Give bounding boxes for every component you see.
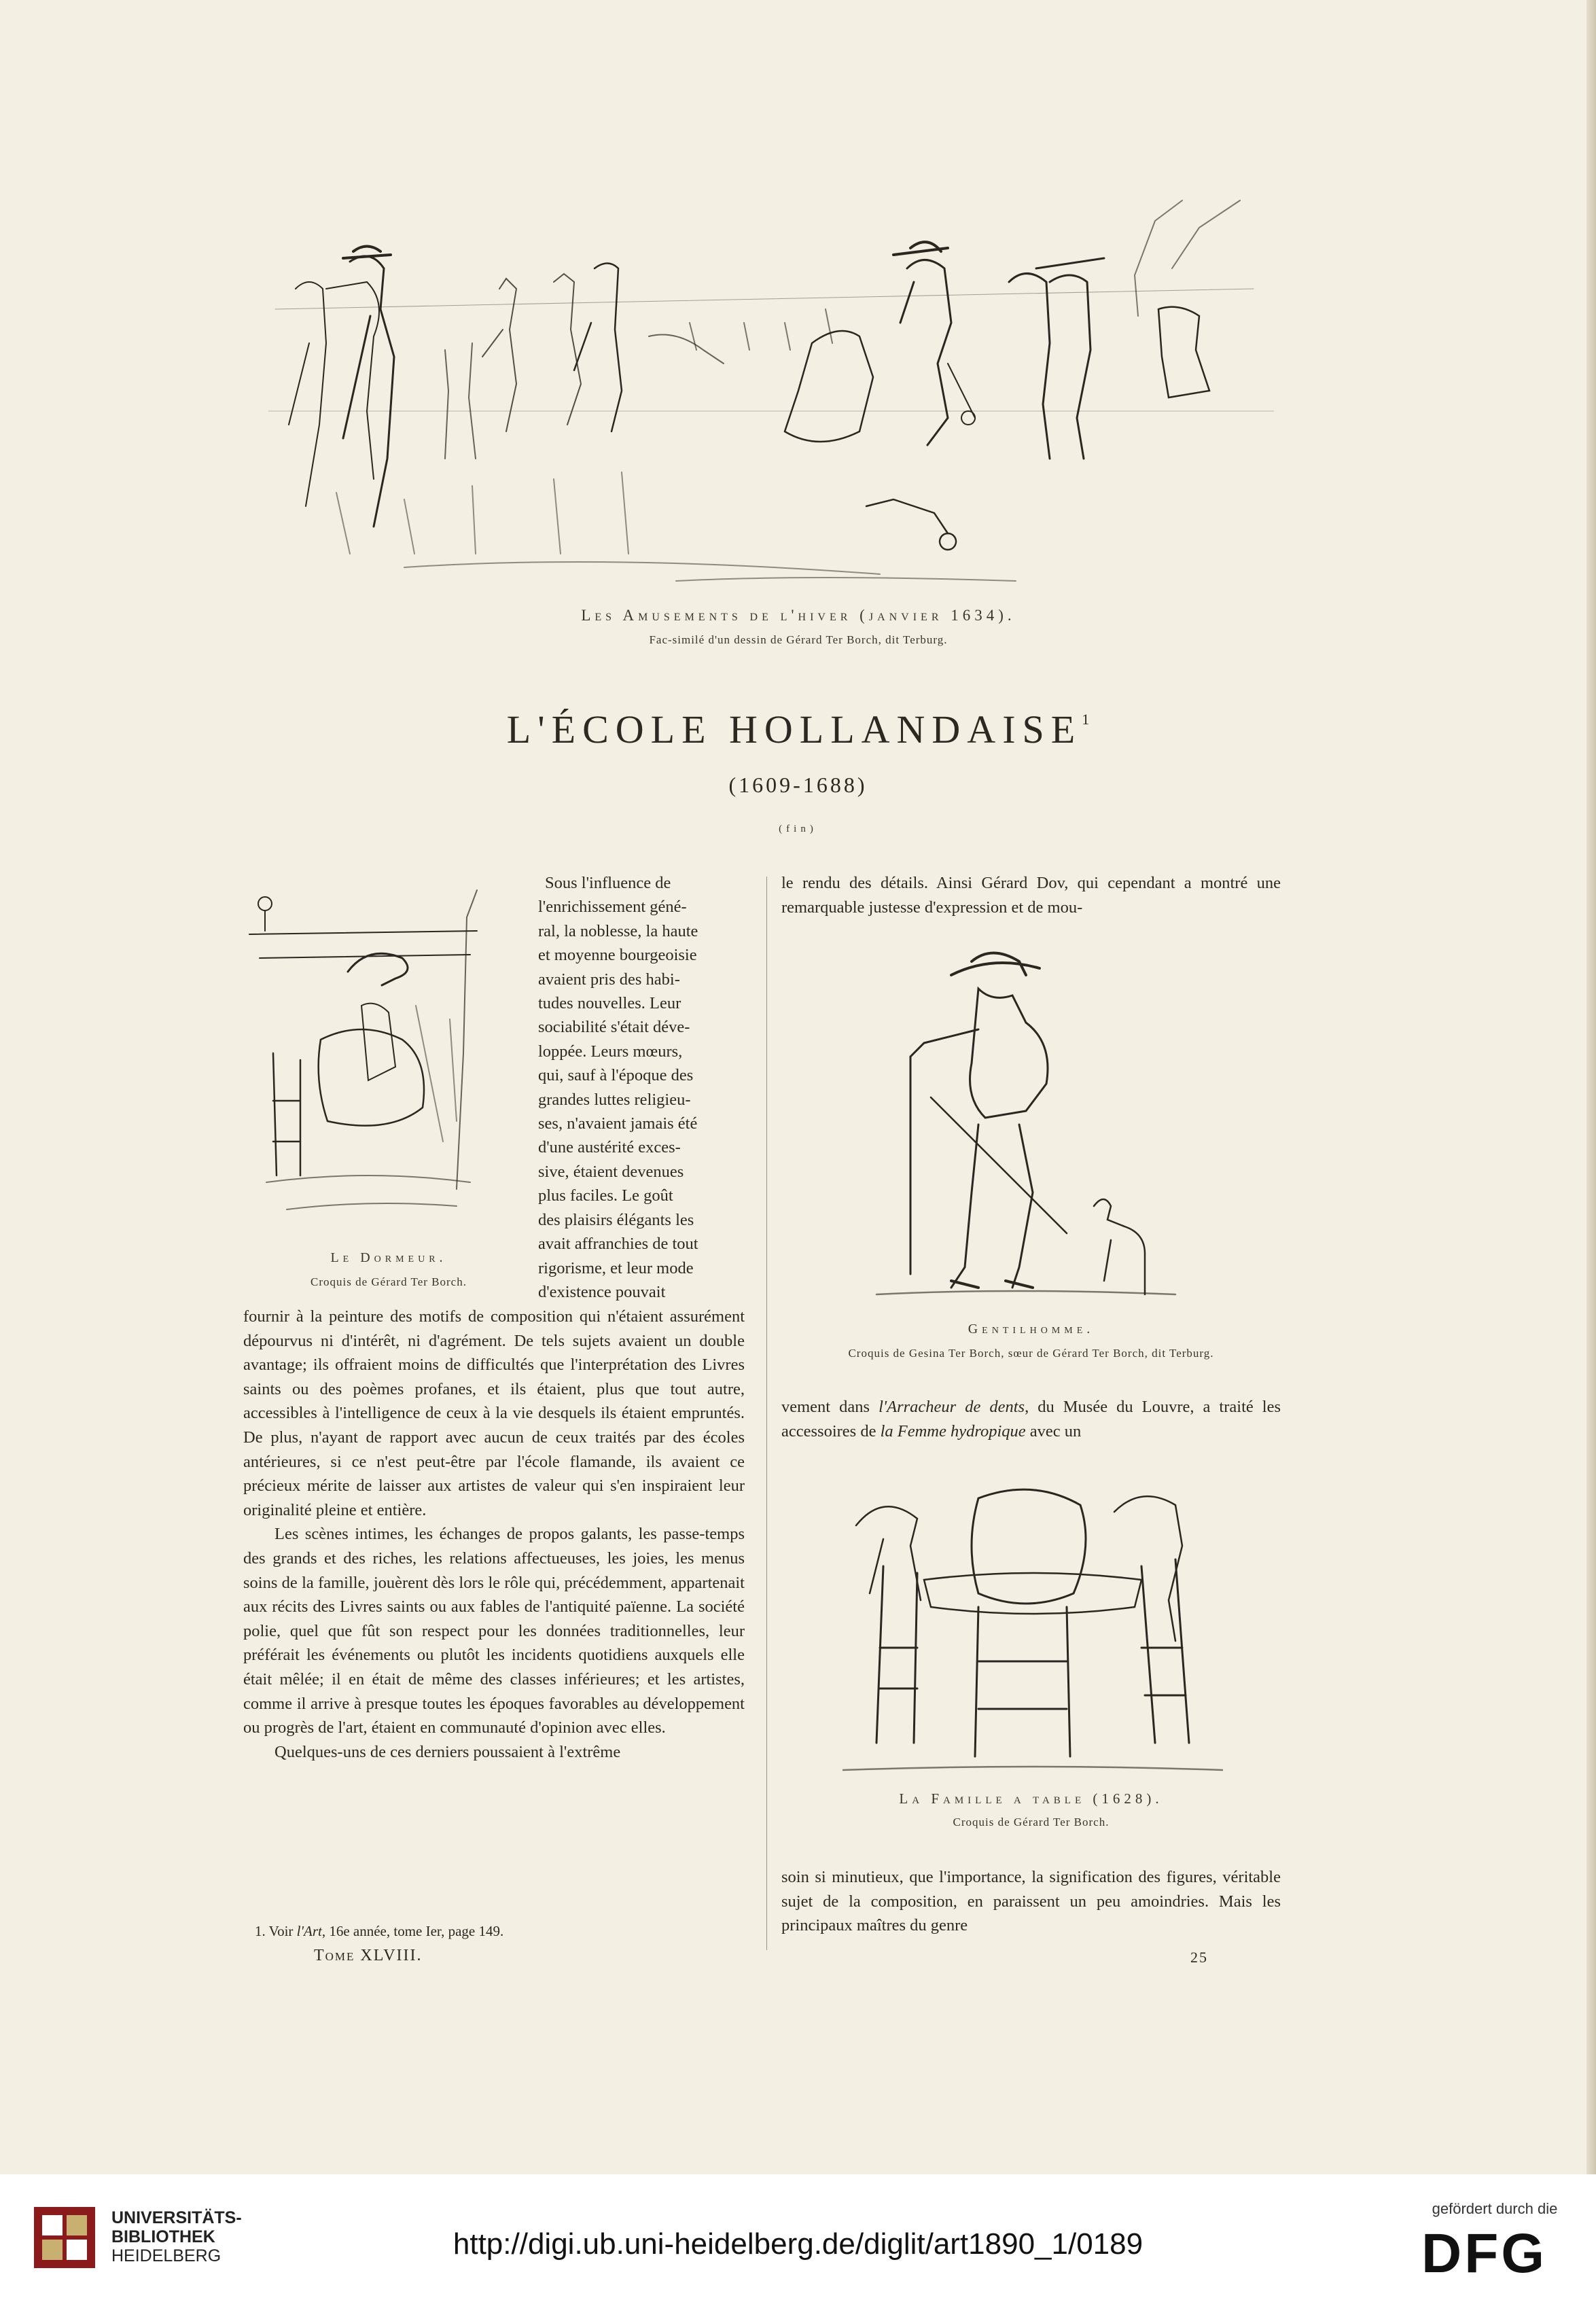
caption-famille: La Famille a table (1628). (899, 1790, 1163, 1807)
article-fin: (fin) (779, 824, 817, 834)
paragraph: fournir à la peinture des motifs de composition qui n'étaient assurément dépourvus ni d'intérêt, ni d'agrément. De tels sujets avaient un double avantage; ils offraient moins de difficultés que l'interprétation des Livres saints ou des poèmes profanes, et ils étaient, plus que tout autre, accessibles à l'intelligence de ceux à la vie desquels ils étaient empruntés. De plus, n'ayant de rapport avec aucun de ceux traités par des écoles antérieures, si ce n'est peut-être par l'école flamande, ils avaient ce précieux mérite de laisser aux artistes de valeur qui s'en inspiraient leur originalité pleine et entière. (243, 1307, 745, 1519)
article-dates: (1609-1688) (728, 773, 868, 797)
credit-top: Fac-similé d'un dessin de Gérard Ter Borch, dit Terburg. (649, 633, 948, 646)
illustration-winter-amusements (268, 187, 1274, 595)
dfg-logo[interactable]: DFG (1421, 2223, 1548, 2284)
paragraph: le rendu des détails. Ainsi Gérard Dov, qui cependant a montré une remarquable justesse d'expression et de mou- (781, 874, 1281, 917)
caption-dormeur: Le Dormeur. (330, 1250, 447, 1265)
wrap-line: avaient pris des habi- (538, 970, 680, 989)
column-divider (766, 877, 767, 1950)
caption-top: Les Amusements de l'hiver (janvier 1634). (581, 607, 1016, 624)
wrap-line: l'enrichissement géné- (538, 898, 687, 917)
wrap-line: ral, la noblesse, la haute (538, 921, 698, 940)
tome-label: Tome XLVIII. (314, 1947, 423, 1964)
famille-sketch (843, 1471, 1223, 1784)
page-number: 25 (1190, 1949, 1208, 1966)
wrap-line: d'une austérité exces- (538, 1138, 681, 1157)
wrap-line: plus faciles. Le goût (538, 1186, 673, 1205)
right-column-bottom (781, 1865, 1281, 1938)
illustration-le-dormeur (246, 883, 525, 1237)
footnote: 1. Voir l'Art, 16e année, tome Ier, page 149. (255, 1923, 504, 1939)
permalink-url[interactable]: http://digi.ub.uni-heidelberg.de/diglit/art1890_1/0189 (453, 2227, 1143, 2261)
credit-gentilhomme: Croquis de Gesina Ter Borch, sœur de Gérard Ter Borch, dit Terburg. (848, 1347, 1214, 1360)
caption-gentilhomme: Gentilhomme. (968, 1322, 1095, 1337)
wrap-line: ses, n'avaient jamais été (538, 1114, 698, 1133)
funder-label: gefördert durch die (1432, 2200, 1558, 2217)
left-column-body (243, 1305, 745, 1764)
wrap-line: grandes luttes religieu- (538, 1090, 691, 1109)
illustration-famille-a-table (843, 1471, 1223, 1784)
wrap-line: Sous l'influence de (545, 874, 671, 892)
wrap-line: sive, étaient devenues (538, 1162, 684, 1181)
winter-sketch (268, 187, 1274, 595)
wrap-line: tudes nouvelles. Leur (538, 994, 681, 1013)
wrap-line: rigorisme, et leur mode (538, 1258, 694, 1277)
wrap-line: loppée. Leurs mœurs, (538, 1042, 683, 1061)
paragraph: vement dans l'Arracheur de dents, du Musée du Louvre, a traité les accessoires de la Femme hydropique avec un (781, 1398, 1281, 1440)
paragraph: soin si minutieux, que l'importance, la signification des figures, véritable sujet de la composition, en paraissent un peu amoindries. Mais les principaux maîtres du genre (781, 1868, 1281, 1935)
paragraph: Les scènes intimes, les échanges de propos galants, les passe-temps des grands et des riches, les relations affectueuses, les joies, les menus soins de la famille, jouèrent dès lors le rôle qui, précédemment, appartenait aux récits des Livres saints ou aux fables de l'antiquité païenne. La société polie, quel que fût son respect pour les données traditionnelles, leur préférait les événements ou plutôt les incidents quotidiens auxquels elle était mêlée; il en était de même des classes inférieures; et les artistes, comme il arrive à presque toutes les époques favorables au développement ou progrès de l'art, étaient en communauté d'opinion avec elles. (243, 1525, 745, 1737)
gentilhomme-sketch (849, 948, 1209, 1315)
wrap-line: des plaisirs élégants les (538, 1210, 694, 1229)
wrap-line: d'existence pouvait (538, 1282, 666, 1301)
wrap-line: qui, sauf à l'époque des (538, 1066, 694, 1085)
wrap-text (538, 871, 742, 1304)
library-city: HEIDELBERG (111, 2246, 221, 2265)
credit-dormeur: Croquis de Gérard Ter Borch. (311, 1275, 467, 1288)
wrap-line: sociabilité s'était déve- (538, 1018, 690, 1037)
library-name-line: UNIVERSITÄTS- (111, 2208, 242, 2227)
paragraph: Quelques-uns de ces derniers poussaient à l'extrême (274, 1742, 621, 1761)
illustration-gentilhomme (849, 948, 1209, 1315)
right-column-top (781, 871, 1281, 919)
article-title: L'ÉCOLE HOLLANDAISE$^1$ (506, 707, 1090, 752)
library-name-line: BIBLIOTHEK (111, 2227, 215, 2246)
dormeur-sketch (246, 883, 525, 1237)
wrap-line: avait affranchies de tout (538, 1235, 698, 1254)
wrap-line: et moyenne bourgeoisie (538, 946, 697, 965)
credit-famille: Croquis de Gérard Ter Borch. (953, 1816, 1110, 1828)
right-column-mid (781, 1395, 1281, 1443)
